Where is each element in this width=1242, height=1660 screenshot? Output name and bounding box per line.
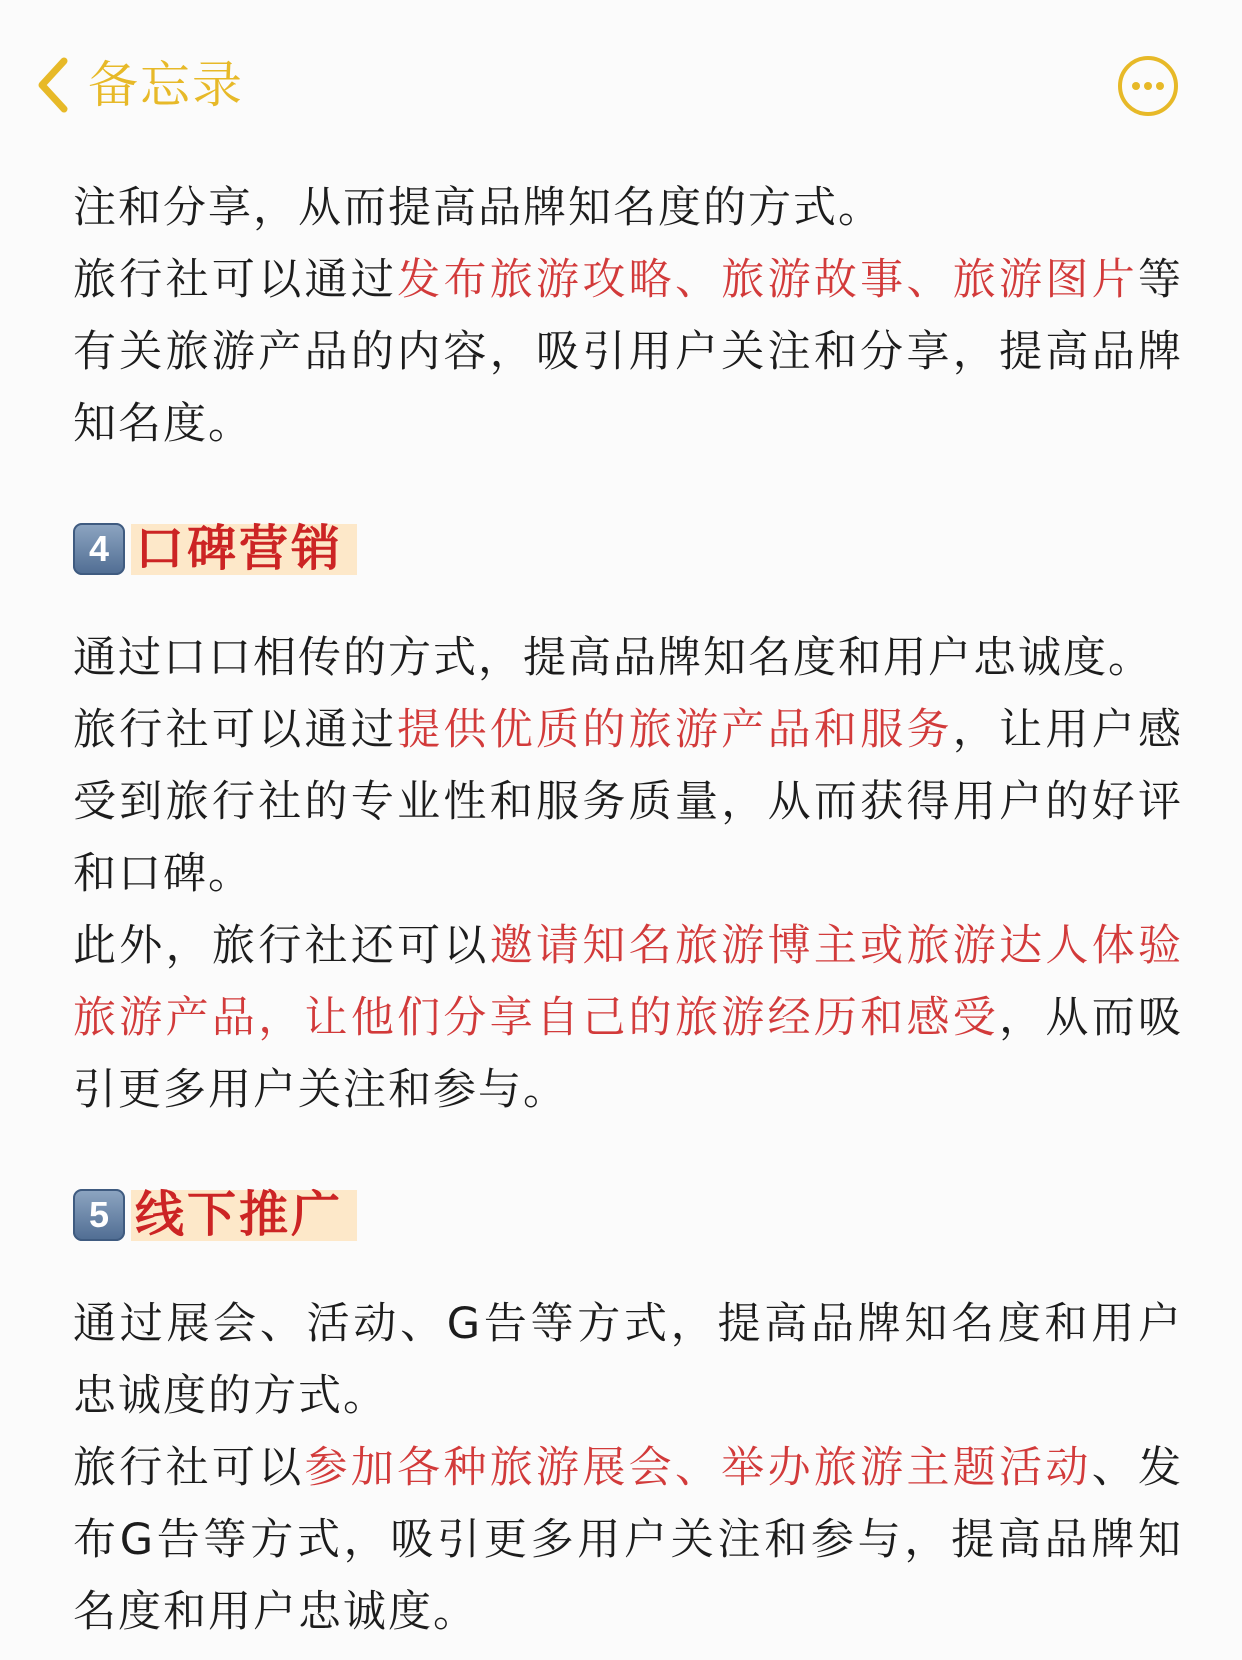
text-span: ，让用户感受到旅行社的专业性和服务质量，从而获得用户的好评和口碑。 [73,705,1184,899]
highlight-text: 邀请知名旅游博主或旅游达人体验旅游产品，让他们分享自己的旅游经历和感受 [73,921,1184,1043]
back-label: 备忘录 [88,56,244,114]
chevron-left-icon [36,56,70,114]
text-span: 旅行社可以 [73,1443,305,1493]
back-button[interactable] [36,52,244,118]
section-4-paragraph-1: 通过口口相传的方式，提高品牌知名度和用户忠诚度。 [73,633,1153,683]
keycap-4-icon: 4 [73,523,125,575]
text-span: 、发布G告等方式，吸引更多用户关注和参与，提高品牌知名度和用户忠诚度。 [73,1443,1184,1637]
section-5-title: 线下推广 [131,1184,357,1246]
more-horizontal-icon [1117,55,1179,117]
text-span: 此外，旅行社还可以 [73,921,490,971]
note-body[interactable] [73,172,1183,1648]
text-span: 旅行社可以通过 [73,705,398,755]
intro-paragraph-1: 注和分享，从而提高品牌知名度的方式。 [73,183,883,233]
text-span: 旅行社可以通过 [73,255,398,305]
text-span: ，从而吸引更多用户关注和参与。 [73,993,1184,1115]
section-4-heading [73,516,1183,582]
section-5-paragraph-2 [73,1432,1183,1648]
section-5-heading [73,1182,1183,1248]
highlight-text: 提供优质的旅游产品和服务 [397,705,953,755]
navigation-bar [0,0,1242,170]
section-4-paragraph-2 [73,694,1183,910]
section-4-paragraph-3 [73,910,1183,1126]
text-span: 等有关旅游产品的内容，吸引用户关注和分享，提高品牌知名度。 [73,255,1184,449]
intro-paragraph-2 [73,244,1183,460]
more-button[interactable] [1117,55,1179,117]
highlight-text: 发布旅游攻略、旅游故事、旅游图片 [397,255,1139,305]
section-5-paragraph-1: 通过展会、活动、G告等方式，提高品牌知名度和用户忠诚度的方式。 [73,1299,1183,1421]
highlight-text: 参加各种旅游展会、举办旅游主题活动 [304,1443,1092,1493]
keycap-5-icon: 5 [73,1189,125,1241]
section-4-title: 口碑营销 [131,518,357,580]
